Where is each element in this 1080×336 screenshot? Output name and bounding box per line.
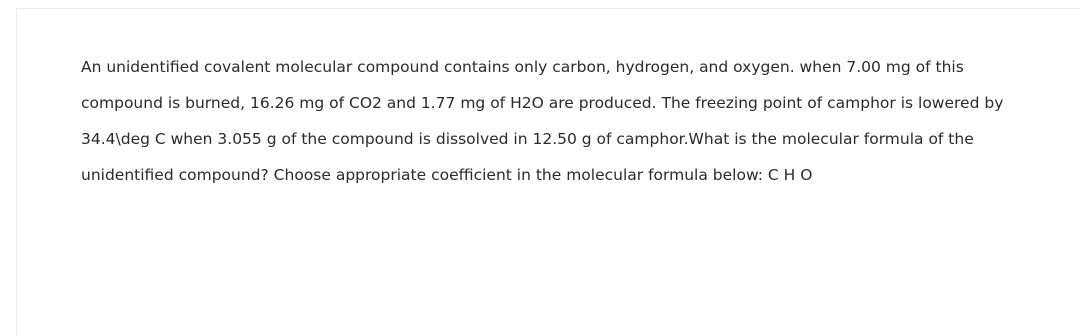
question-line: 34.4\deg C when 3.055 g of the compound is dissolved in 12.50 g of camphor.What is the molecular formula of the: [81, 130, 974, 148]
question-card: [16, 8, 1080, 336]
question-text: [81, 49, 1071, 193]
question-line: An unidentified covalent molecular compound contains only carbon, hydrogen, and oxygen. when 7.00 mg of this: [81, 58, 964, 76]
question-line: compound is burned, 16.26 mg of CO2 and 1.77 mg of H2O are produced. The freezing point of camphor is lowered by: [81, 94, 1004, 112]
question-line: unidentified compound? Choose appropriate coefficient in the molecular formula below: C H O: [81, 166, 813, 184]
